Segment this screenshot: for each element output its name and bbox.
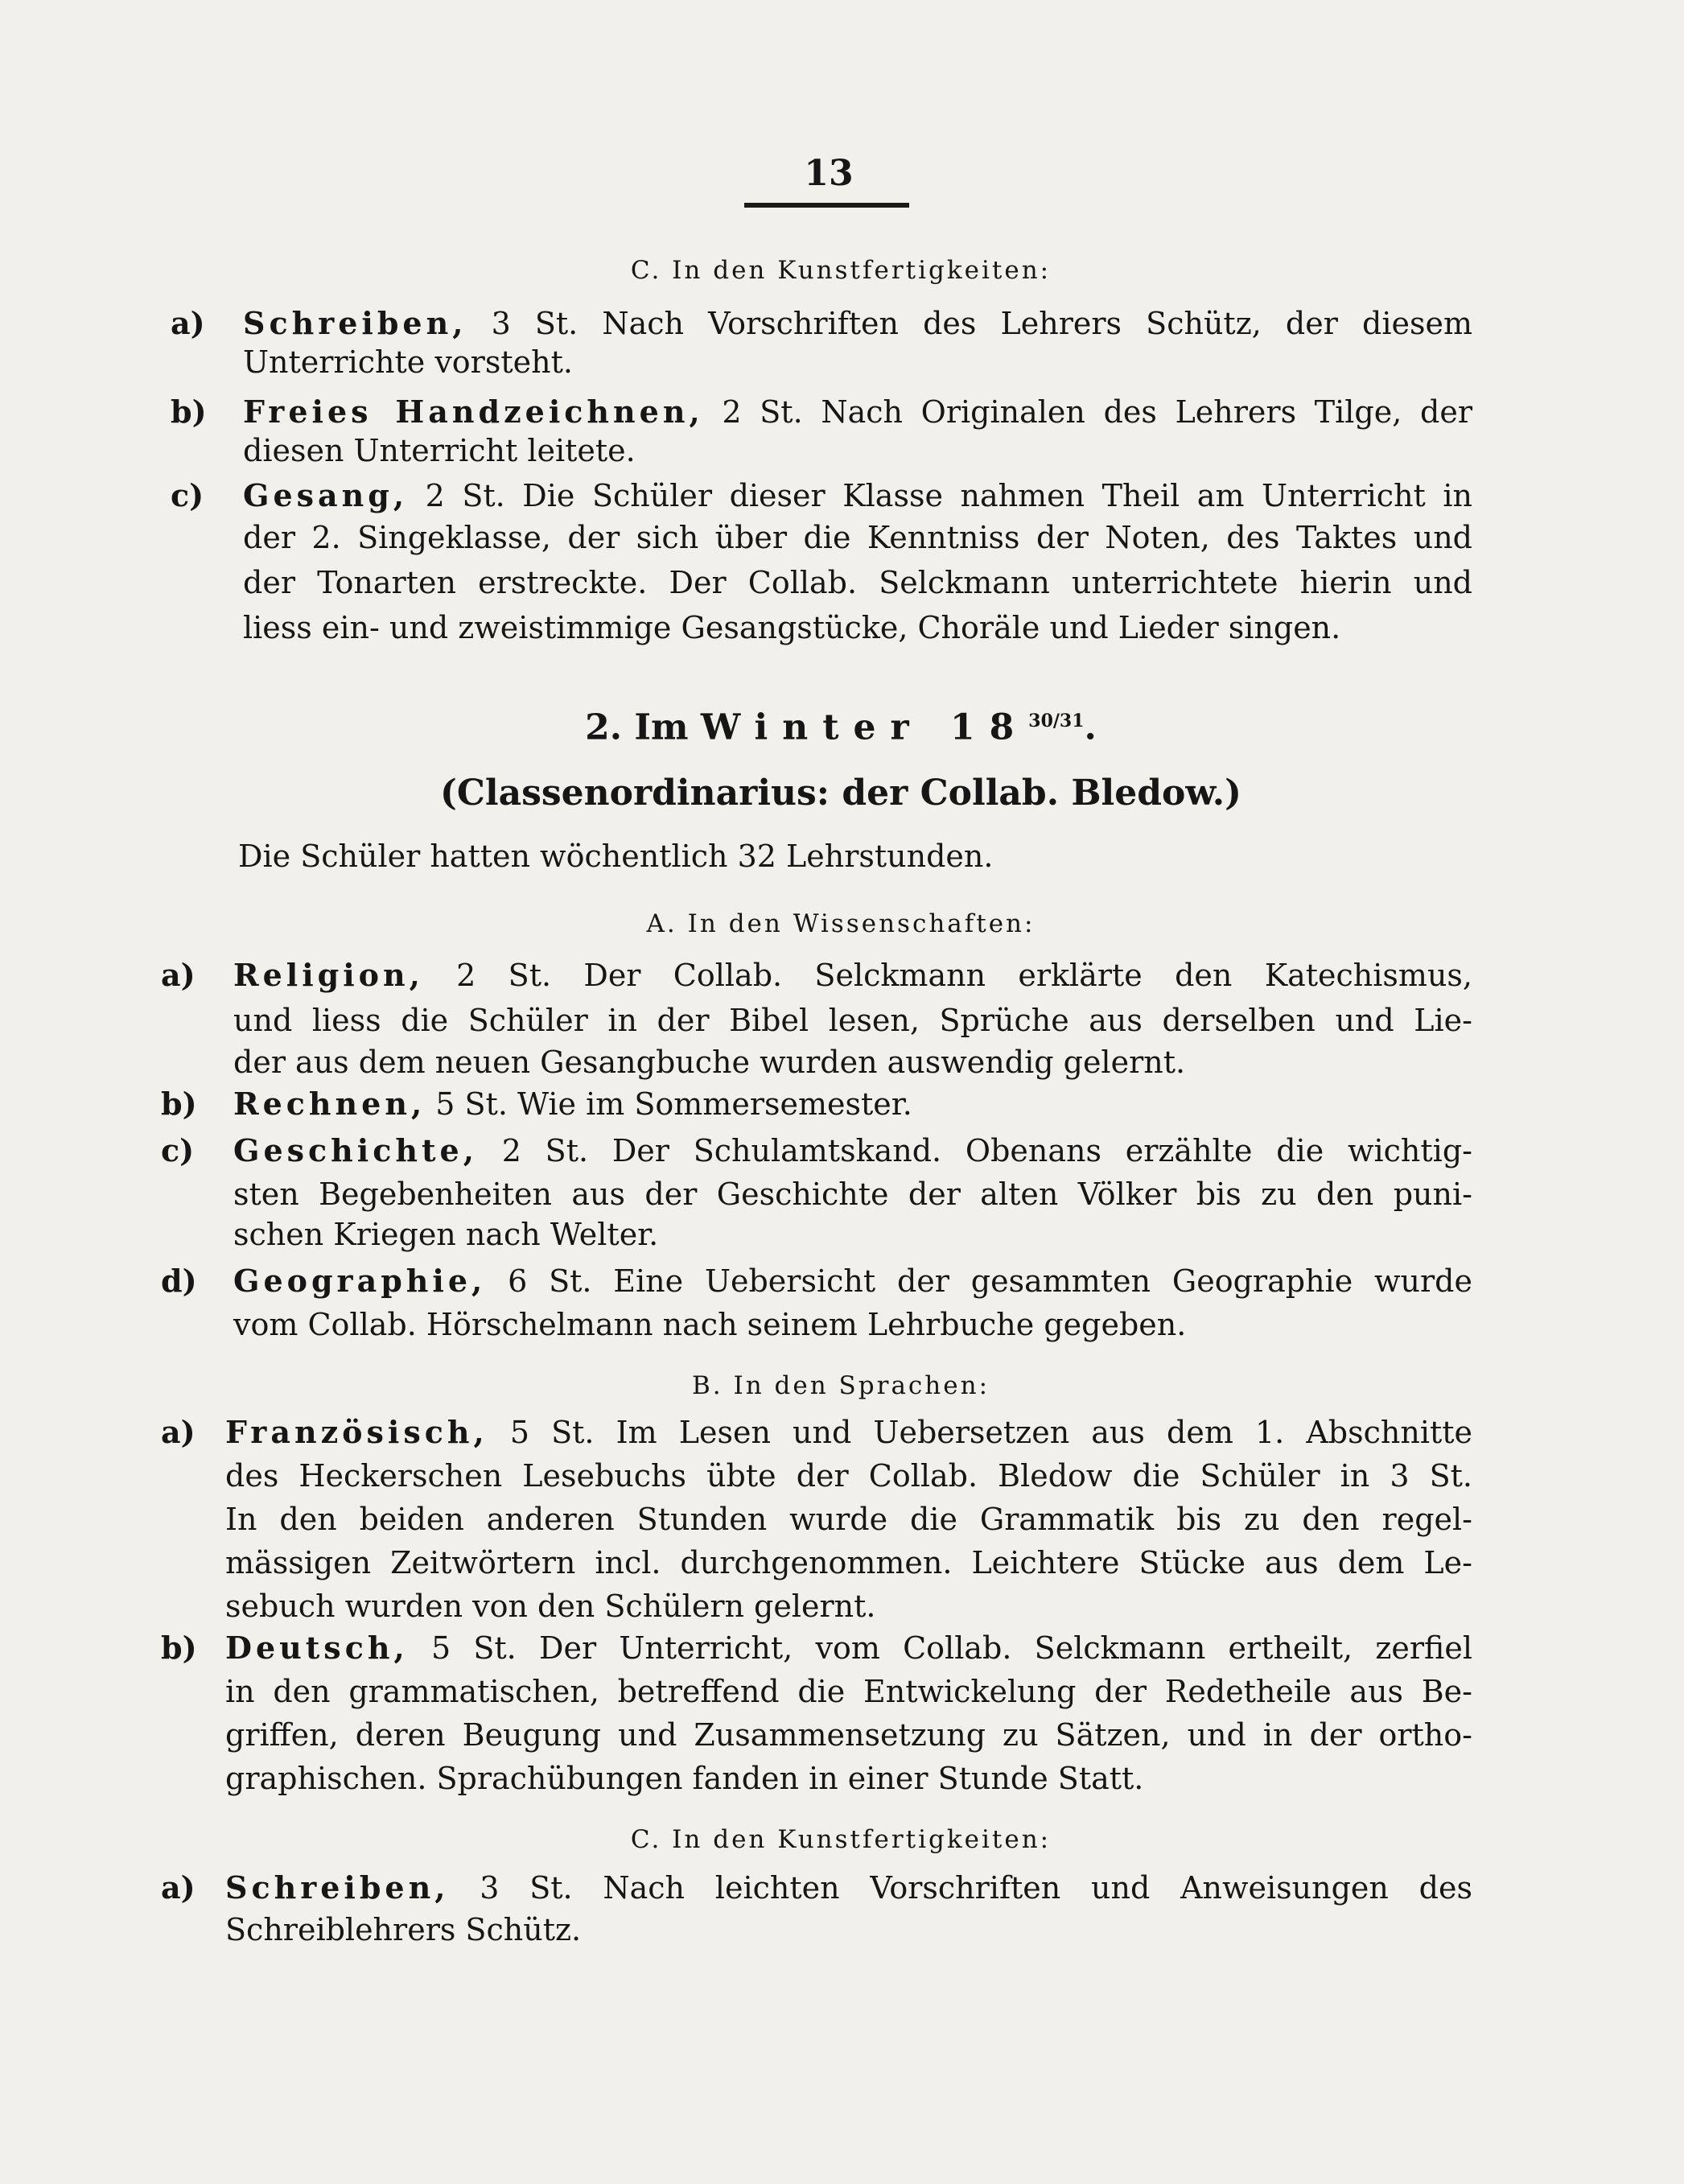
lesson-hours: Die Schüler hatten wöchentlich 32 Lehrstunden.: [238, 839, 994, 874]
item-marker: d): [161, 1263, 197, 1299]
item-line: der aus dem neuen Gesangbuche wurden auswendig gelernt.: [233, 1045, 1186, 1080]
page-number: 13: [804, 153, 854, 194]
item-line: mässigen Zeitwörtern incl. durchgenommen. Leichtere Stücke aus dem Le-: [225, 1545, 1472, 1580]
item-line: liess ein- und zweistimmige Gesangstücke, Choräle und Lieder singen.: [243, 610, 1341, 645]
section-heading-kunstfertigkeiten-summer: C. In den Kunstfertigkeiten:: [630, 256, 1052, 285]
winter-title: [322, 702, 1360, 748]
item-marker: b): [161, 1630, 197, 1666]
item-line: [233, 1262, 1472, 1300]
item-line: [243, 393, 1472, 431]
item-line: Schreiblehrers Schütz.: [225, 1912, 582, 1947]
item-line: [233, 1085, 912, 1123]
item-line: [233, 1131, 1472, 1170]
item-marker: b): [171, 394, 207, 430]
item-text: 6 St. Eine Uebersicht der gesammten Geographie wurde: [486, 1263, 1472, 1299]
item-line: [225, 1413, 1472, 1452]
item-line: der Tonarten erstreckte. Der Collab. Selckmann unterrichtete hierin und: [243, 565, 1472, 600]
item-line: schen Kriegen nach Welter.: [233, 1217, 659, 1252]
item-line: graphischen. Sprachübungen fanden in einer Stunde Statt.: [225, 1761, 1144, 1796]
winter-title-fraction: 30/31: [1028, 711, 1085, 731]
item-text: 2 St. Der Collab. Selckmann erklärte den Katechismus,: [423, 958, 1472, 993]
item-marker: c): [171, 477, 204, 513]
item-subject: Schreiben,: [225, 1869, 450, 1906]
winter-title-word: Winter 18: [700, 707, 1029, 748]
item-line: In den beiden anderen Stunden wurde die Grammatik bis zu den regel-: [225, 1502, 1472, 1537]
item-subject: Gesang,: [243, 477, 409, 513]
winter-title-prefix: 2. Im: [585, 707, 689, 748]
item-line: des Heckerschen Lesebuchs übte der Collab. Bledow die Schüler in 3 St.: [225, 1458, 1472, 1494]
item-line: [225, 1629, 1472, 1667]
item-marker: c): [161, 1132, 195, 1168]
item-line: in den grammatischen, betreffend die Entwickelung der Redetheile aus Be-: [225, 1674, 1472, 1709]
item-text: 3 St. Nach Vorschriften des Lehrers Schütz, der diesem: [467, 306, 1472, 341]
item-marker: a): [171, 305, 205, 341]
item-text: 2 St. Der Schulamtskand. Obenans erzählte die wichtig-: [477, 1133, 1472, 1168]
item-line: [233, 956, 1472, 995]
item-marker: a): [161, 1869, 196, 1906]
item-text: 5 St. Der Unterricht, vom Collab. Selckmann ertheilt, zerfiel: [408, 1630, 1472, 1666]
section-heading-kunstfertigkeiten-winter: C. In den Kunstfertigkeiten:: [630, 1825, 1052, 1854]
item-line: [243, 304, 1472, 343]
item-subject: Französisch,: [225, 1414, 488, 1450]
item-line: der 2. Singeklasse, der sich über die Kenntniss der Noten, des Taktes und: [243, 520, 1472, 555]
item-line: [225, 1869, 1472, 1907]
item-subject: Religion,: [233, 957, 424, 993]
item-line: [243, 476, 1472, 515]
item-line: griffen, deren Beugung und Zusammensetzung zu Sätzen, und in der ortho-: [225, 1717, 1472, 1753]
item-text: 5 St. Im Lesen und Uebersetzen aus dem 1. Abschnitte: [488, 1415, 1472, 1450]
item-marker: b): [161, 1086, 197, 1122]
item-text: 2 St. Nach Originalen des Lehrers Tilge, der: [703, 394, 1472, 430]
item-text: 5 St. Wie im Sommersemester.: [426, 1086, 912, 1122]
item-line: sten Begebenheiten aus der Geschichte der alten Völker bis zu den puni-: [233, 1176, 1472, 1212]
item-subject: Geschichte,: [233, 1132, 478, 1168]
section-heading-wissenschaften: A. In den Wissenschaften:: [646, 909, 1036, 938]
item-marker: a): [161, 957, 196, 993]
item-text: 3 St. Nach leichten Vorschriften und Anweisungen des: [449, 1870, 1472, 1906]
item-marker: a): [161, 1414, 196, 1450]
winter-title-suffix: .: [1084, 707, 1097, 748]
ordinarius: (Classenordinarius: der Collab. Bledow.): [440, 773, 1241, 814]
item-subject: Rechnen,: [233, 1086, 426, 1122]
item-line: sebuch wurden von den Schülern gelernt.: [225, 1589, 876, 1624]
item-subject: Schreiben,: [243, 305, 467, 341]
section-heading-sprachen: B. In den Sprachen:: [691, 1371, 990, 1400]
item-line: Unterrichte vorsteht.: [243, 344, 573, 380]
item-line: diesen Unterricht leitete.: [243, 433, 636, 468]
item-subject: Freies Handzeichnen,: [243, 394, 704, 430]
item-subject: Deutsch,: [225, 1630, 409, 1666]
page-number-rule: [744, 203, 909, 208]
item-text: 2 St. Die Schüler dieser Klasse nahmen Theil am Unterricht in: [408, 478, 1472, 513]
item-line: und liess die Schüler in der Bibel lesen, Sprüche aus derselben und Lie-: [233, 1003, 1472, 1038]
item-subject: Geographie,: [233, 1263, 487, 1299]
item-line: vom Collab. Hörschelmann nach seinem Lehrbuche gegeben.: [233, 1307, 1187, 1342]
